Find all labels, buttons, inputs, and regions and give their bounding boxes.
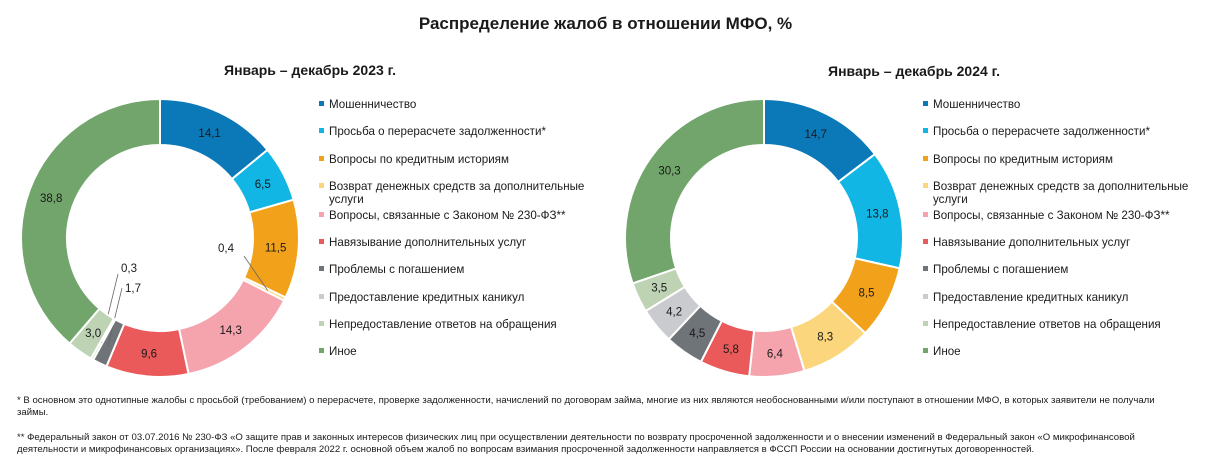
data-label: 9,6 xyxy=(141,348,158,361)
legend-label: Вопросы, связанные с Законом № 230-ФЗ** xyxy=(933,209,1170,222)
legend-item xyxy=(319,153,619,166)
legend-label: Вопросы, связанные с Законом № 230-ФЗ** xyxy=(329,209,566,222)
legend-label: Мошенничество xyxy=(933,98,1021,111)
legend-label: Проблемы с погашением xyxy=(329,263,465,276)
data-label: 30,3 xyxy=(658,165,681,178)
legend-label: Вопросы по кредитным историям xyxy=(329,153,509,166)
legend-item xyxy=(923,125,1211,138)
legend-item xyxy=(319,291,619,304)
legend-swatch xyxy=(923,128,928,133)
legend-swatch xyxy=(319,212,324,217)
data-label: 4,5 xyxy=(689,327,706,340)
data-label: 14,3 xyxy=(219,324,242,337)
legend-swatch xyxy=(923,101,928,106)
footnote-2: ** Федеральный закон от 03.07.2016 № 230-ФЗ «О защите прав и законных интересов физических лиц при осуществлении деятельности по возврату просроченной задолженности и о внесении изменений в Федеральный закон «О микрофинансовой деятельности и микрофинансовых организациях». После февраля 2022 г. основной объем жалоб по вопросам взимания просроченной задолженности направляется в ФССП России на основании достигнутых договоренностей. xyxy=(17,432,1135,455)
legend-item xyxy=(319,98,619,111)
legend-label: Иное xyxy=(933,345,961,358)
legend-item xyxy=(319,236,619,249)
legend-swatch xyxy=(319,294,324,299)
legend-label: Возврат денежных средств за дополнительные услуги xyxy=(933,180,1189,206)
legend-label: Проблемы с погашением xyxy=(933,263,1069,276)
data-label: 38,8 xyxy=(40,192,63,205)
legend-item xyxy=(923,180,1211,206)
legend-label: Просьба о перерасчете задолженности* xyxy=(933,125,1150,138)
footnote-1: * В основном это однотипные жалобы с просьбой (требованием) о перерасчете, проверке задолженности, начислений по договорам займа, многие из них являются необоснованными и/или поступают в отношении МФО, в которых заявители не получали займы. xyxy=(17,395,1155,418)
legend-item xyxy=(923,153,1211,166)
legend-label: Иное xyxy=(329,345,357,358)
data-label: 3,5 xyxy=(651,282,668,295)
legend-label: Мошенничество xyxy=(329,98,417,111)
legend-item xyxy=(923,236,1211,249)
data-label: 14,7 xyxy=(804,129,827,142)
legend-item xyxy=(923,318,1211,331)
legend-item xyxy=(923,98,1211,111)
legend-swatch xyxy=(319,156,324,161)
data-label: 0,4 xyxy=(218,243,234,255)
legend-item xyxy=(319,180,619,206)
legend-swatch xyxy=(923,348,928,353)
data-label: 0,3 xyxy=(121,263,137,275)
legend-item xyxy=(319,209,619,222)
chart-1-title: Январь – декабрь 2023 г. xyxy=(224,62,396,78)
legend-item xyxy=(923,209,1211,222)
legend-label: Навязывание дополнительных услуг xyxy=(329,236,527,249)
legend-item xyxy=(319,345,619,358)
donut-chart-2024 xyxy=(614,88,914,388)
legend-swatch xyxy=(319,348,324,353)
legend-swatch xyxy=(923,321,928,326)
legend-swatch xyxy=(923,239,928,244)
legend-swatch xyxy=(319,128,324,133)
legend-swatch xyxy=(319,101,324,106)
donut-slice xyxy=(625,99,764,283)
legend-label: Предоставление кредитных каникул xyxy=(933,291,1129,304)
legend-swatch xyxy=(923,156,928,161)
legend-item xyxy=(923,345,1211,358)
legend-swatch xyxy=(319,266,324,271)
legend-swatch xyxy=(923,212,928,217)
legend-swatch xyxy=(923,266,928,271)
legend-label: Непредоставление ответов на обращения xyxy=(933,318,1161,331)
data-label: 4,2 xyxy=(666,306,683,319)
legend-swatch xyxy=(319,239,324,244)
legend-item xyxy=(319,263,619,276)
legend-item xyxy=(923,291,1211,304)
data-label: 14,1 xyxy=(198,128,221,141)
legend-item xyxy=(923,263,1211,276)
legend-swatch xyxy=(923,294,928,299)
legend-swatch xyxy=(319,321,324,326)
data-label: 11,5 xyxy=(264,242,287,255)
data-label: 6,5 xyxy=(254,179,271,192)
data-label: 13,8 xyxy=(866,208,889,221)
legend-label: Возврат денежных средств за дополнительные услуги xyxy=(329,180,585,206)
legend-label: Предоставление кредитных каникул xyxy=(329,291,525,304)
legend-label: Просьба о перерасчете задолженности* xyxy=(329,125,546,138)
data-label: 5,8 xyxy=(722,344,739,357)
legend-swatch xyxy=(319,183,324,188)
legend-label: Непредоставление ответов на обращения xyxy=(329,318,557,331)
data-label: 8,3 xyxy=(817,331,834,344)
data-label: 1,7 xyxy=(125,283,141,295)
legend-item xyxy=(319,318,619,331)
chart-2-title: Январь – декабрь 2024 г. xyxy=(828,63,1000,79)
data-label: 8,5 xyxy=(858,287,875,300)
donut-chart-2023 xyxy=(10,88,310,388)
legend-item xyxy=(319,125,619,138)
legend-swatch xyxy=(923,183,928,188)
data-label: 6,4 xyxy=(766,348,783,361)
donut-slice xyxy=(21,99,160,344)
data-label: 3,0 xyxy=(85,327,102,340)
page-title: Распределение жалоб в отношении МФО, % xyxy=(418,14,793,33)
legend-label: Вопросы по кредитным историям xyxy=(933,153,1113,166)
legend-label: Навязывание дополнительных услуг xyxy=(933,236,1131,249)
